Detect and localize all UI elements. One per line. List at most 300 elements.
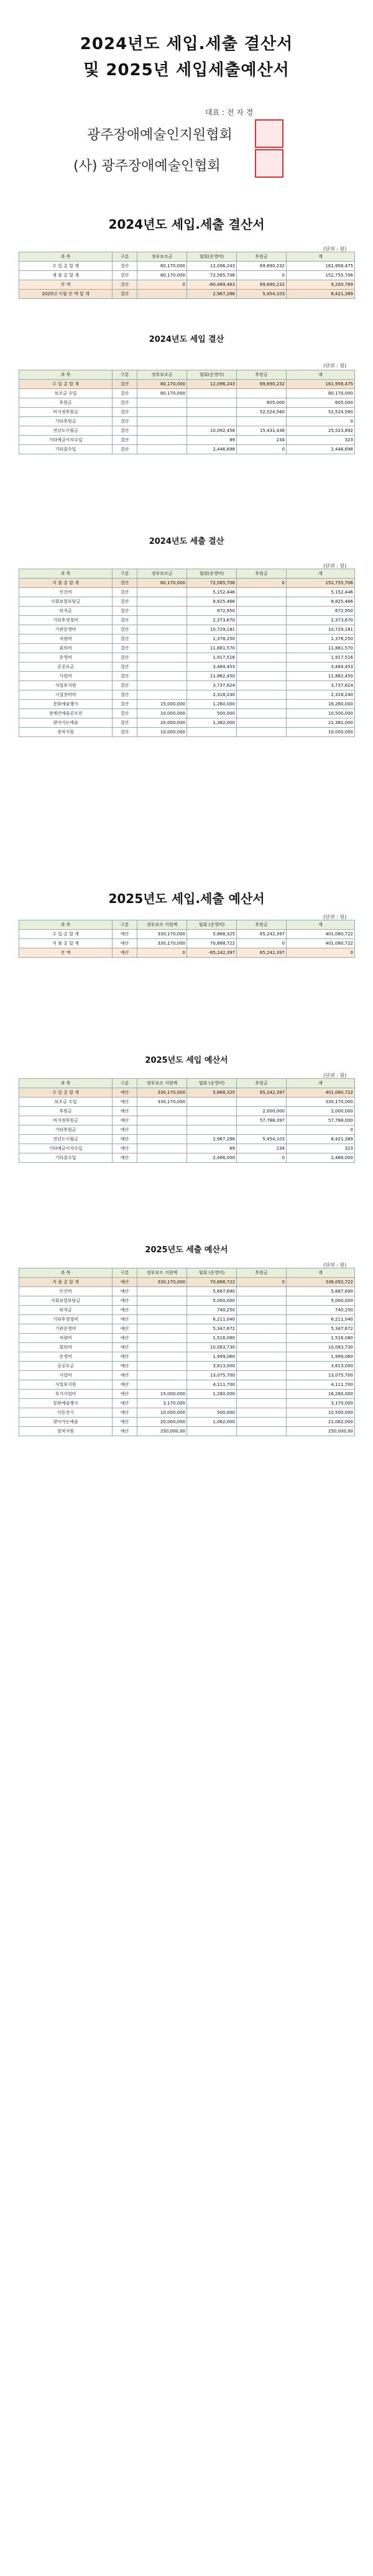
- table-cell: 예산: [113, 1324, 137, 1334]
- table-cell: [237, 1334, 287, 1343]
- table-cell: 234: [237, 436, 287, 445]
- table-cell: 1,280,000: [187, 1390, 237, 1399]
- table-cell: 3,613,000: [187, 1362, 237, 1371]
- table-row: [19, 426, 355, 436]
- header-cell: 과 목: [19, 1268, 113, 1278]
- settlement-unit: (단위 : 원): [323, 246, 347, 252]
- table-row: [19, 1107, 355, 1116]
- header-cell: 계: [287, 370, 355, 380]
- table-cell: [237, 718, 287, 728]
- table-cell: [137, 625, 187, 635]
- table-cell: [137, 672, 187, 681]
- table-cell: 예산: [113, 1371, 137, 1380]
- table-cell: 결산: [113, 445, 137, 454]
- table-cell: 기타잡수입: [19, 445, 113, 454]
- table-cell: 5,347,672: [287, 1324, 355, 1334]
- header-cell: 후원금: [237, 569, 287, 579]
- table-row: [19, 1418, 355, 1427]
- table-cell: 20,000,000: [137, 1418, 187, 1427]
- table-cell: 89: [187, 436, 237, 445]
- table-cell: 창작지원: [19, 728, 113, 737]
- table-row: [19, 1088, 355, 1098]
- expense2025-title: 2025년도 세출 예산서: [145, 1245, 228, 1255]
- table-cell: 740,250: [287, 1306, 355, 1315]
- table-cell: 예산: [113, 1287, 137, 1296]
- table-row: [19, 1296, 355, 1306]
- table-cell: 330,170,000: [137, 1088, 187, 1098]
- table-cell: 예산: [113, 1306, 137, 1315]
- table-cell: 결산: [113, 597, 137, 607]
- table-cell: 6,211,040: [287, 1315, 355, 1324]
- table-cell: 5,454,103: [237, 1135, 287, 1144]
- table-row: [19, 690, 355, 700]
- table-row: [19, 635, 355, 644]
- table-cell: 21,062,000: [287, 1418, 355, 1427]
- table-cell: 3,737,624: [287, 681, 355, 690]
- table-cell: 10,000,000: [137, 728, 187, 737]
- table-cell: 10,083,730: [287, 1343, 355, 1352]
- header-cell: 구분: [113, 1079, 137, 1088]
- header-donation: 후원금: [237, 252, 287, 262]
- table-cell: 예산: [113, 1125, 137, 1135]
- table-cell: 기타잡수입: [19, 1153, 113, 1163]
- table-cell: 장애인예술공모전: [19, 709, 113, 718]
- table-cell: [137, 653, 187, 662]
- table-cell: [187, 398, 237, 408]
- table-cell: 차량비: [19, 1334, 113, 1343]
- table-cell: 결산: [113, 417, 137, 426]
- table-cell: 결산: [113, 690, 137, 700]
- table-cell: 결산: [113, 672, 137, 681]
- table-cell: [237, 672, 287, 681]
- table-cell: 예산: [113, 1315, 137, 1324]
- table-cell: 69,690,232: [237, 380, 287, 389]
- table-cell: 8,825,466: [187, 597, 237, 607]
- settlement-table: [19, 252, 355, 299]
- table-cell: 예산: [113, 1399, 137, 1408]
- header-total: 계: [287, 252, 355, 262]
- table-cell: [237, 681, 287, 690]
- table-cell: 예산: [113, 1135, 137, 1144]
- header-cell: 계: [287, 1079, 355, 1088]
- table-row: [19, 644, 355, 653]
- table-row: [19, 389, 355, 398]
- table-cell: 예산: [113, 1296, 137, 1306]
- table-cell: [237, 625, 287, 635]
- table-cell: 15,000,000: [137, 700, 187, 709]
- table-cell: 기타예금이자수입: [19, 436, 113, 445]
- table-cell: 예산: [113, 1418, 137, 1427]
- header-total: 계: [287, 920, 355, 930]
- table-cell: [137, 1116, 187, 1125]
- table-cell: 사업비: [19, 1371, 113, 1380]
- table-row: [19, 1343, 355, 1352]
- table-cell: 5,000,000: [187, 1296, 237, 1306]
- table-cell: 지 출 총 합 계: [19, 579, 113, 588]
- table-cell: 16,260,000: [287, 700, 355, 709]
- table-cell: 예산: [113, 1343, 137, 1352]
- settlement-title: 2024년도 세입.세출 결산서: [108, 217, 265, 232]
- table-row: [19, 1116, 355, 1125]
- table-cell: 5,347,672: [187, 1324, 237, 1334]
- table-cell: 기타예금이자수입: [19, 1144, 113, 1153]
- header-type: 구분: [113, 920, 137, 930]
- header-cell: 정부보조금: [137, 370, 187, 380]
- table-cell: 1,382,000: [187, 718, 237, 728]
- table-cell: 80,170,000: [287, 389, 355, 398]
- table-cell: [137, 1315, 187, 1324]
- table-cell: 결산: [113, 718, 137, 728]
- table-cell: [137, 398, 187, 408]
- table-row: [19, 1306, 355, 1315]
- header-assoc: 협회 (운영비): [187, 920, 237, 930]
- table-cell: 결산: [113, 436, 137, 445]
- table-cell: 결산: [113, 398, 137, 408]
- table-row: [19, 380, 355, 389]
- table-cell: 2,466,000: [287, 1153, 355, 1163]
- table-cell: [137, 1324, 187, 1334]
- table-cell: [237, 1098, 287, 1107]
- table-cell: 16,280,000: [287, 1390, 355, 1399]
- table-cell: 인건비: [19, 1287, 113, 1296]
- table-cell: 회의비: [19, 644, 113, 653]
- table-cell: [237, 709, 287, 718]
- table-row: 수 입 총 합 계 결산 80,170,000 12,096,243 69,690,232 161,956,475: [19, 262, 355, 271]
- table-cell: 결산: [113, 616, 137, 625]
- revenue2025-unit: (단위 : 원): [323, 1073, 347, 1078]
- table-cell: [187, 728, 237, 737]
- table-cell: [237, 1371, 287, 1380]
- table-row: [19, 1278, 355, 1287]
- table-cell: [187, 389, 237, 398]
- table-cell: 예산: [113, 1278, 137, 1287]
- table-cell: 20,000,000: [137, 718, 187, 728]
- table-cell: 0: [237, 1153, 287, 1163]
- table-cell: 2,446,698: [287, 445, 355, 454]
- table-cell: 창작지원: [19, 1427, 113, 1436]
- table-cell: 사회보험부담금: [19, 597, 113, 607]
- table-cell: 기타후생경비: [19, 1315, 113, 1324]
- table-cell: 401,080,722: [287, 1088, 355, 1098]
- table-cell: 21,382,000: [287, 718, 355, 728]
- table-cell: 인건비: [19, 588, 113, 597]
- header-cell: 구분: [113, 370, 137, 380]
- table-cell: 3,484,453: [187, 662, 237, 672]
- table-cell: [137, 1371, 187, 1380]
- table-cell: 후원금: [19, 398, 113, 408]
- revenue2024-unit: (단위 : 원): [323, 363, 347, 369]
- table-cell: 결산: [113, 588, 137, 597]
- table-cell: 4,111,700: [187, 1380, 237, 1390]
- table-cell: 결산: [113, 579, 137, 588]
- table-cell: [137, 1144, 187, 1153]
- table-cell: 문화예술행사: [19, 700, 113, 709]
- table-cell: 사회보험부담금: [19, 1296, 113, 1306]
- table-cell: 2,446,698: [187, 445, 237, 454]
- table-cell: 1,917,516: [187, 653, 237, 662]
- table-cell: 3,484,453: [287, 662, 355, 672]
- table-cell: [137, 1153, 187, 1163]
- table-row: 잔 액 결산 0 -60,489,463 69,690,232 9,200,769: [19, 280, 355, 290]
- table-cell: 1,516,080: [287, 1334, 355, 1343]
- table-cell: 결산: [113, 625, 137, 635]
- expense2024-table: [19, 569, 355, 737]
- header-cell: 후원금: [237, 1268, 287, 1278]
- table-row: 2025년 이월 잔 액 합 계 결산 2,967,286 5,454,103 8,421,389: [19, 290, 355, 299]
- table-cell: [187, 417, 237, 426]
- table-row: [19, 597, 355, 607]
- table-row: [19, 1408, 355, 1418]
- table-cell: 운영비: [19, 1352, 113, 1362]
- table-cell: 330,170,000: [287, 1098, 355, 1107]
- table-row: [19, 579, 355, 588]
- table-cell: [237, 1296, 287, 1306]
- table-cell: 찾아가는예술: [19, 718, 113, 728]
- table-cell: 회의비: [19, 1343, 113, 1352]
- header-gov: 정부보조금: [137, 252, 187, 262]
- table-cell: 수 입 총 합 계: [19, 380, 113, 389]
- table-cell: 결산: [113, 408, 137, 417]
- table-row: [19, 1144, 355, 1153]
- table-cell: 10,500,000: [287, 1408, 355, 1418]
- org-name-2: (사) 광주장애예술인협회: [73, 158, 221, 174]
- table-cell: 결산: [113, 681, 137, 690]
- table-cell: 2,373,670: [287, 616, 355, 625]
- table-cell: [237, 690, 287, 700]
- table-cell: [137, 1334, 187, 1343]
- table-row: 잔 액 예산 0 -65,242,397 65,242,397 0: [19, 948, 355, 958]
- budget-summary-title: 2025년도 세입.세출 예산서: [108, 891, 265, 906]
- table-cell: [187, 1107, 237, 1116]
- table-cell: 0: [287, 1125, 355, 1135]
- table-cell: 10,729,181: [287, 625, 355, 635]
- table-cell: [137, 1125, 187, 1135]
- table-cell: 3,613,000: [287, 1362, 355, 1371]
- table-cell: 3,737,624: [187, 681, 237, 690]
- table-row: [19, 728, 355, 737]
- table-cell: 기타후원금: [19, 417, 113, 426]
- table-cell: [237, 1343, 287, 1352]
- table-cell: 이동전시: [19, 1408, 113, 1418]
- table-cell: 결산: [113, 389, 137, 398]
- table-cell: [137, 588, 187, 597]
- table-cell: 기관운영비: [19, 625, 113, 635]
- table-cell: 부가사업비: [19, 1390, 113, 1399]
- table-cell: [187, 408, 237, 417]
- table-cell: 3,170,000: [287, 1399, 355, 1408]
- table-cell: [237, 662, 287, 672]
- header-cell: 계: [287, 1268, 355, 1278]
- table-cell: 13,075,700: [287, 1371, 355, 1380]
- table-cell: 740,250: [187, 1306, 237, 1315]
- table-cell: 결산: [113, 709, 137, 718]
- expense2024-title: 2024년도 세출 결산: [149, 537, 224, 546]
- table-cell: 0: [237, 445, 287, 454]
- table-cell: 결산: [113, 644, 137, 653]
- table-cell: 1,917,516: [287, 653, 355, 662]
- table-cell: [137, 607, 187, 616]
- table-cell: 2,373,670: [187, 616, 237, 625]
- table-cell: [137, 635, 187, 644]
- table-cell: [237, 1399, 287, 1408]
- table-row: 수 입 총 합 계 예산 330,170,000 5,868,325 65,242,397 401,080,722: [19, 930, 355, 939]
- table-cell: 전년도이월금: [19, 426, 113, 436]
- table-cell: [137, 1287, 187, 1296]
- table-row: [19, 1315, 355, 1324]
- table-cell: 사업부지원: [19, 681, 113, 690]
- table-cell: 330,170,000: [137, 1098, 187, 1107]
- representative: 대표 : 전 자 경: [205, 108, 254, 117]
- table-cell: 672,950: [287, 607, 355, 616]
- table-cell: 예산: [113, 1098, 137, 1107]
- table-row: [19, 1362, 355, 1371]
- table-cell: [237, 644, 287, 653]
- table-row: [19, 1352, 355, 1362]
- table-cell: [237, 1287, 287, 1296]
- table-cell: [187, 1399, 237, 1408]
- table-cell: [137, 644, 187, 653]
- table-cell: 2,000,000: [237, 1107, 287, 1116]
- header-cell: 정부보조 지원액: [137, 1079, 187, 1088]
- table-cell: 10,500,000: [287, 709, 355, 718]
- table-cell: 보조금 수입: [19, 389, 113, 398]
- table-row: [19, 1334, 355, 1343]
- table-cell: 결산: [113, 653, 137, 662]
- cover-title-line1: 2024년도 세입.세출 결산서: [80, 35, 293, 53]
- table-row: 세 출 총 합 계 결산 80,170,000 72,585,706 0 152,755,706: [19, 271, 355, 280]
- table-cell: 250,000,00: [137, 1427, 187, 1436]
- expense2024-unit: (단위 : 원): [323, 563, 347, 569]
- table-cell: [237, 1315, 287, 1324]
- table-cell: 예산: [113, 1144, 137, 1153]
- header-type: 구분: [113, 252, 137, 262]
- table-cell: [237, 616, 287, 625]
- table-row: [19, 1380, 355, 1390]
- table-cell: [237, 1352, 287, 1362]
- table-cell: 10,083,730: [187, 1343, 237, 1352]
- table-cell: 예산: [113, 1380, 137, 1390]
- table-cell: 12,096,243: [187, 380, 237, 389]
- table-cell: 예산: [113, 1390, 137, 1399]
- table-cell: 1,260,000: [187, 700, 237, 709]
- table-cell: [237, 1380, 287, 1390]
- header-assoc: 협회(운영비): [187, 252, 237, 262]
- table-cell: 1,516,080: [187, 1334, 237, 1343]
- table-cell: 2,318,240: [287, 690, 355, 700]
- table-row: [19, 588, 355, 597]
- expense2025-unit: (단위 : 원): [323, 1262, 347, 1268]
- header-cell: 정부보조 지원액: [137, 1268, 187, 1278]
- table-cell: 예산: [113, 1153, 137, 1163]
- table-cell: 80,170,000: [137, 579, 187, 588]
- table-cell: [237, 1427, 287, 1436]
- table-cell: [187, 1098, 237, 1107]
- table-cell: 예산: [113, 1408, 137, 1418]
- revenue2025-table: [19, 1078, 355, 1163]
- table-cell: 5,152,446: [187, 588, 237, 597]
- table-cell: [237, 728, 287, 737]
- table-row: [19, 616, 355, 625]
- table-cell: 15,431,436: [237, 426, 287, 436]
- table-cell: [237, 1125, 287, 1135]
- table-cell: 2,466,000: [187, 1153, 237, 1163]
- table-cell: 공공요금: [19, 1362, 113, 1371]
- table-row: [19, 1390, 355, 1399]
- table-cell: 비지정후원금: [19, 1116, 113, 1125]
- table-cell: 89: [187, 1144, 237, 1153]
- table-cell: 예산: [113, 1334, 137, 1343]
- table-cell: [237, 653, 287, 662]
- table-cell: 차량비: [19, 635, 113, 644]
- table-cell: 공공요금: [19, 662, 113, 672]
- expense2025-table: [19, 1268, 355, 1436]
- table-row: [19, 417, 355, 426]
- table-cell: 152,755,706: [287, 579, 355, 588]
- table-row: 지 출 총 합 계 예산 330,170,000 70,888,722 0 401,080,722: [19, 939, 355, 948]
- table-row: [19, 672, 355, 681]
- header-cell: 구분: [113, 569, 137, 579]
- table-cell: 10,000,000: [137, 1408, 187, 1418]
- table-cell: 0: [287, 417, 355, 426]
- table-cell: 기타후생경비: [19, 616, 113, 625]
- table-cell: 10,092,456: [187, 426, 237, 436]
- table-cell: [137, 1135, 187, 1144]
- table-cell: [137, 662, 187, 672]
- table-cell: 예산: [113, 1107, 137, 1116]
- table-cell: 결산: [113, 380, 137, 389]
- table-cell: [237, 588, 287, 597]
- table-row: [19, 1098, 355, 1107]
- table-cell: [237, 1324, 287, 1334]
- table-cell: [237, 700, 287, 709]
- table-cell: 1,378,250: [187, 635, 237, 644]
- revenue2024-table: [19, 370, 355, 454]
- table-cell: [137, 417, 187, 426]
- table-cell: 70,888,722: [187, 1278, 237, 1287]
- table-cell: 결산: [113, 426, 137, 436]
- table-row: [19, 653, 355, 662]
- table-cell: 기관운영비: [19, 1324, 113, 1334]
- table-cell: [137, 1296, 187, 1306]
- table-cell: [237, 1418, 287, 1427]
- table-cell: 2,318,240: [187, 690, 237, 700]
- table-row: [19, 625, 355, 635]
- table-cell: 예산: [113, 1362, 137, 1371]
- table-cell: [237, 607, 287, 616]
- table-cell: 1,999,060: [187, 1352, 237, 1362]
- table-cell: [137, 1306, 187, 1315]
- header-cell: 후원금: [237, 1079, 287, 1088]
- table-cell: 5,687,690: [287, 1287, 355, 1296]
- table-cell: [137, 597, 187, 607]
- table-row: [19, 1399, 355, 1408]
- table-cell: 500,000: [187, 1408, 237, 1418]
- table-row: [19, 445, 355, 454]
- header-cell: 과 목: [19, 370, 113, 380]
- header-subject: 과 목: [19, 252, 113, 262]
- header-cell: 정부보조금: [137, 569, 187, 579]
- table-cell: 예산: [113, 1352, 137, 1362]
- table-cell: 1,999,060: [287, 1352, 355, 1362]
- table-cell: 기타후원금: [19, 1125, 113, 1135]
- table-cell: 6,211,040: [187, 1315, 237, 1324]
- table-cell: 5,152,446: [287, 588, 355, 597]
- table-cell: 2,967,286: [187, 1135, 237, 1144]
- table-cell: 323: [287, 1144, 355, 1153]
- budget-summary-table: [19, 920, 355, 958]
- header-cell: 구분: [113, 1268, 137, 1278]
- table-cell: [137, 616, 187, 625]
